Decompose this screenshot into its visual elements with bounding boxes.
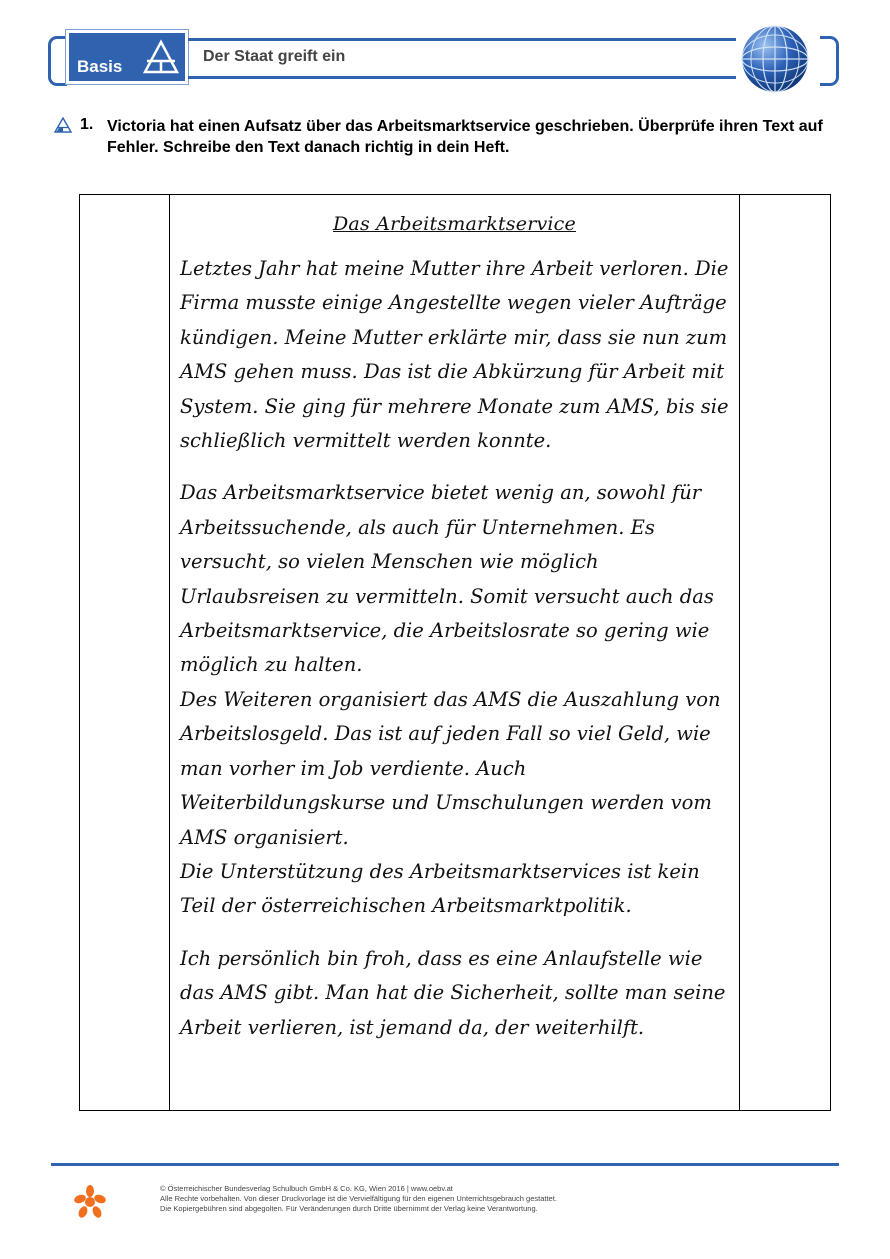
triangle-level-icon (143, 39, 179, 75)
page-title: Der Staat greift ein (203, 48, 346, 65)
essay-paragraph: Die Unterstützung des Arbeitsmarktservices ist kein Teil der österreichischen Arbeitsmarktpolitik. (180, 859, 700, 918)
essay-paragraph: Ich persönlich bin froh, dass es eine Anlaufstelle wie das AMS gibt. Man hat die Sicherheit, sollte man seine Arbeit verlieren, ist jemand da, der weiterhilft. (180, 946, 726, 1039)
task-instruction: Victoria hat einen Aufsatz über das Arbeitsmarktservice geschrieben. Überprüfe ihren Text auf Fehler. Schreibe den Text danach richtig in dein Heft. (107, 118, 823, 156)
task-number: 1. (80, 116, 94, 133)
essay-paragraph: Letztes Jahr hat meine Mutter ihre Arbeit verloren. Die Firma musste einige Angestellte wegen vieler Aufträge kündigen. Meine Mutter erklärte mir, dass sie nun zum AMS gehen muss. Das ist die Abkürzung für Arbeit mit System. Sie ging für mehrere Monate zum AMS, bis sie schließlich vermittelt werden konnte. (180, 257, 729, 453)
basis-badge (66, 30, 188, 84)
footer-line: Die Kopiergebühren sind abgegolten. Für Veränderungen durch Dritte übernimmt der Verlag keine Verantwortung. (160, 1204, 538, 1213)
essay-paragraph: Des Weiteren organisiert das AMS die Auszahlung von Arbeitslosgeld. Das ist auf jeden Fall so viel Geld, wie man vorher im Job verdiente. Auch Weiterbildungskurse und Umschulungen werden vom AMS organisiert. (180, 687, 721, 849)
difficulty-triangle-icon (54, 117, 72, 133)
basis-badge-label: Basis (77, 57, 123, 76)
footer-line: Alle Rechte vorbehalten. Von dieser Druckvorlage ist die Vervielfältigung für den eigenen Unterrichtsgebrauch gestattet. (160, 1194, 557, 1203)
essay-title: Das Arbeitsmarktservice (333, 213, 576, 235)
header-frame-right (820, 36, 839, 86)
header-rule-top (188, 38, 736, 41)
essay-body (180, 252, 732, 1045)
publisher-logo-icon (72, 1184, 108, 1220)
footer-line: © Österreichischer Bundesverlag Schulbuch GmbH & Co. KG, Wien 2016 | www.oebv.at (160, 1184, 453, 1193)
footer-copyright (160, 1184, 557, 1214)
header-frame-left (48, 36, 67, 86)
footer-rule (51, 1163, 839, 1166)
header-rule-bottom (188, 76, 736, 79)
table-margin-left (169, 194, 170, 1111)
table-margin-right (739, 194, 740, 1111)
essay-paragraph: Das Arbeitsmarktservice bietet wenig an, sowohl für Arbeitssuchende, als auch für Unternehmen. Es versucht, so vielen Menschen wie möglich Urlaubsreisen zu vermitteln. Somit versucht auch das Arbeitsmarktservice, die Arbeitslosrate so gering wie möglich zu halten. (180, 481, 714, 677)
globe-icon (740, 24, 810, 94)
